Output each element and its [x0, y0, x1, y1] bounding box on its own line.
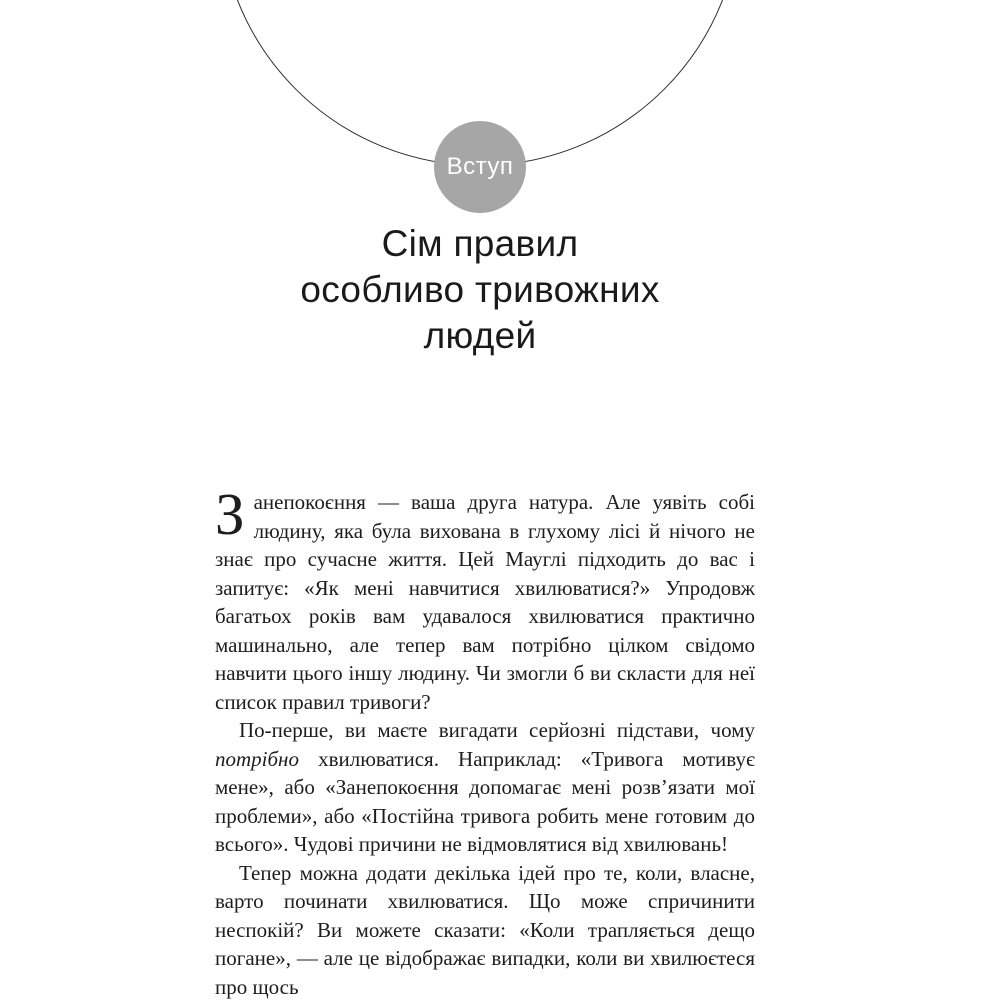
title-line-2: особливо тривожних	[300, 269, 660, 310]
chapter-circle-badge	[434, 121, 526, 213]
paragraph-2-text-after: хвилюватися. Наприклад: «Тривога мотивує мене», або «Занепокоєння допомагає мені розв’язати мої проблеми», або «Постійна тривога робить мене готовим до всього». Чудові причини не відмовлятися від хвилювань!	[215, 746, 755, 856]
title-line-1: Сім правил	[381, 223, 579, 264]
paragraph-1-text: анепокоєння — ваша друга натура. Але уявіть собі людину, яка була вихована в глухому лісі й нічого не знає про сучасне життя. Цей Мауглі підходить до вас і запитує: «Як мені навчитися хвилюватися?» Упродовж багатьох років вам удавалося хвилюватися практично машинально, але тепер вам потрібно цілком свідомо навчити цього іншу людину. Чи змогли б ви скласти для неї список правил тривоги?	[215, 490, 755, 714]
dropcap-letter: З	[215, 481, 245, 547]
page-title	[0, 221, 960, 359]
paragraph-2	[215, 716, 755, 859]
paragraph-2-italic-word: потрібно	[215, 746, 299, 771]
title-line-3: людей	[423, 315, 537, 356]
paragraph-2-text-before: По-перше, ви маєте вигадати серйозні підстави, чому	[239, 718, 755, 742]
body-text	[215, 481, 755, 1000]
paragraph-3: Тепер можна додати декілька ідей про те, коли, власне, варто починати хвилюватися. Що може спричинити неспокій? Ви можете сказати: «Коли трапляється дещо погане», — але це відображає випадки, коли ви хвилюєтеся про щось	[215, 860, 755, 999]
chapter-badge-label: Вступ	[446, 153, 514, 180]
paragraph-1	[215, 481, 755, 716]
